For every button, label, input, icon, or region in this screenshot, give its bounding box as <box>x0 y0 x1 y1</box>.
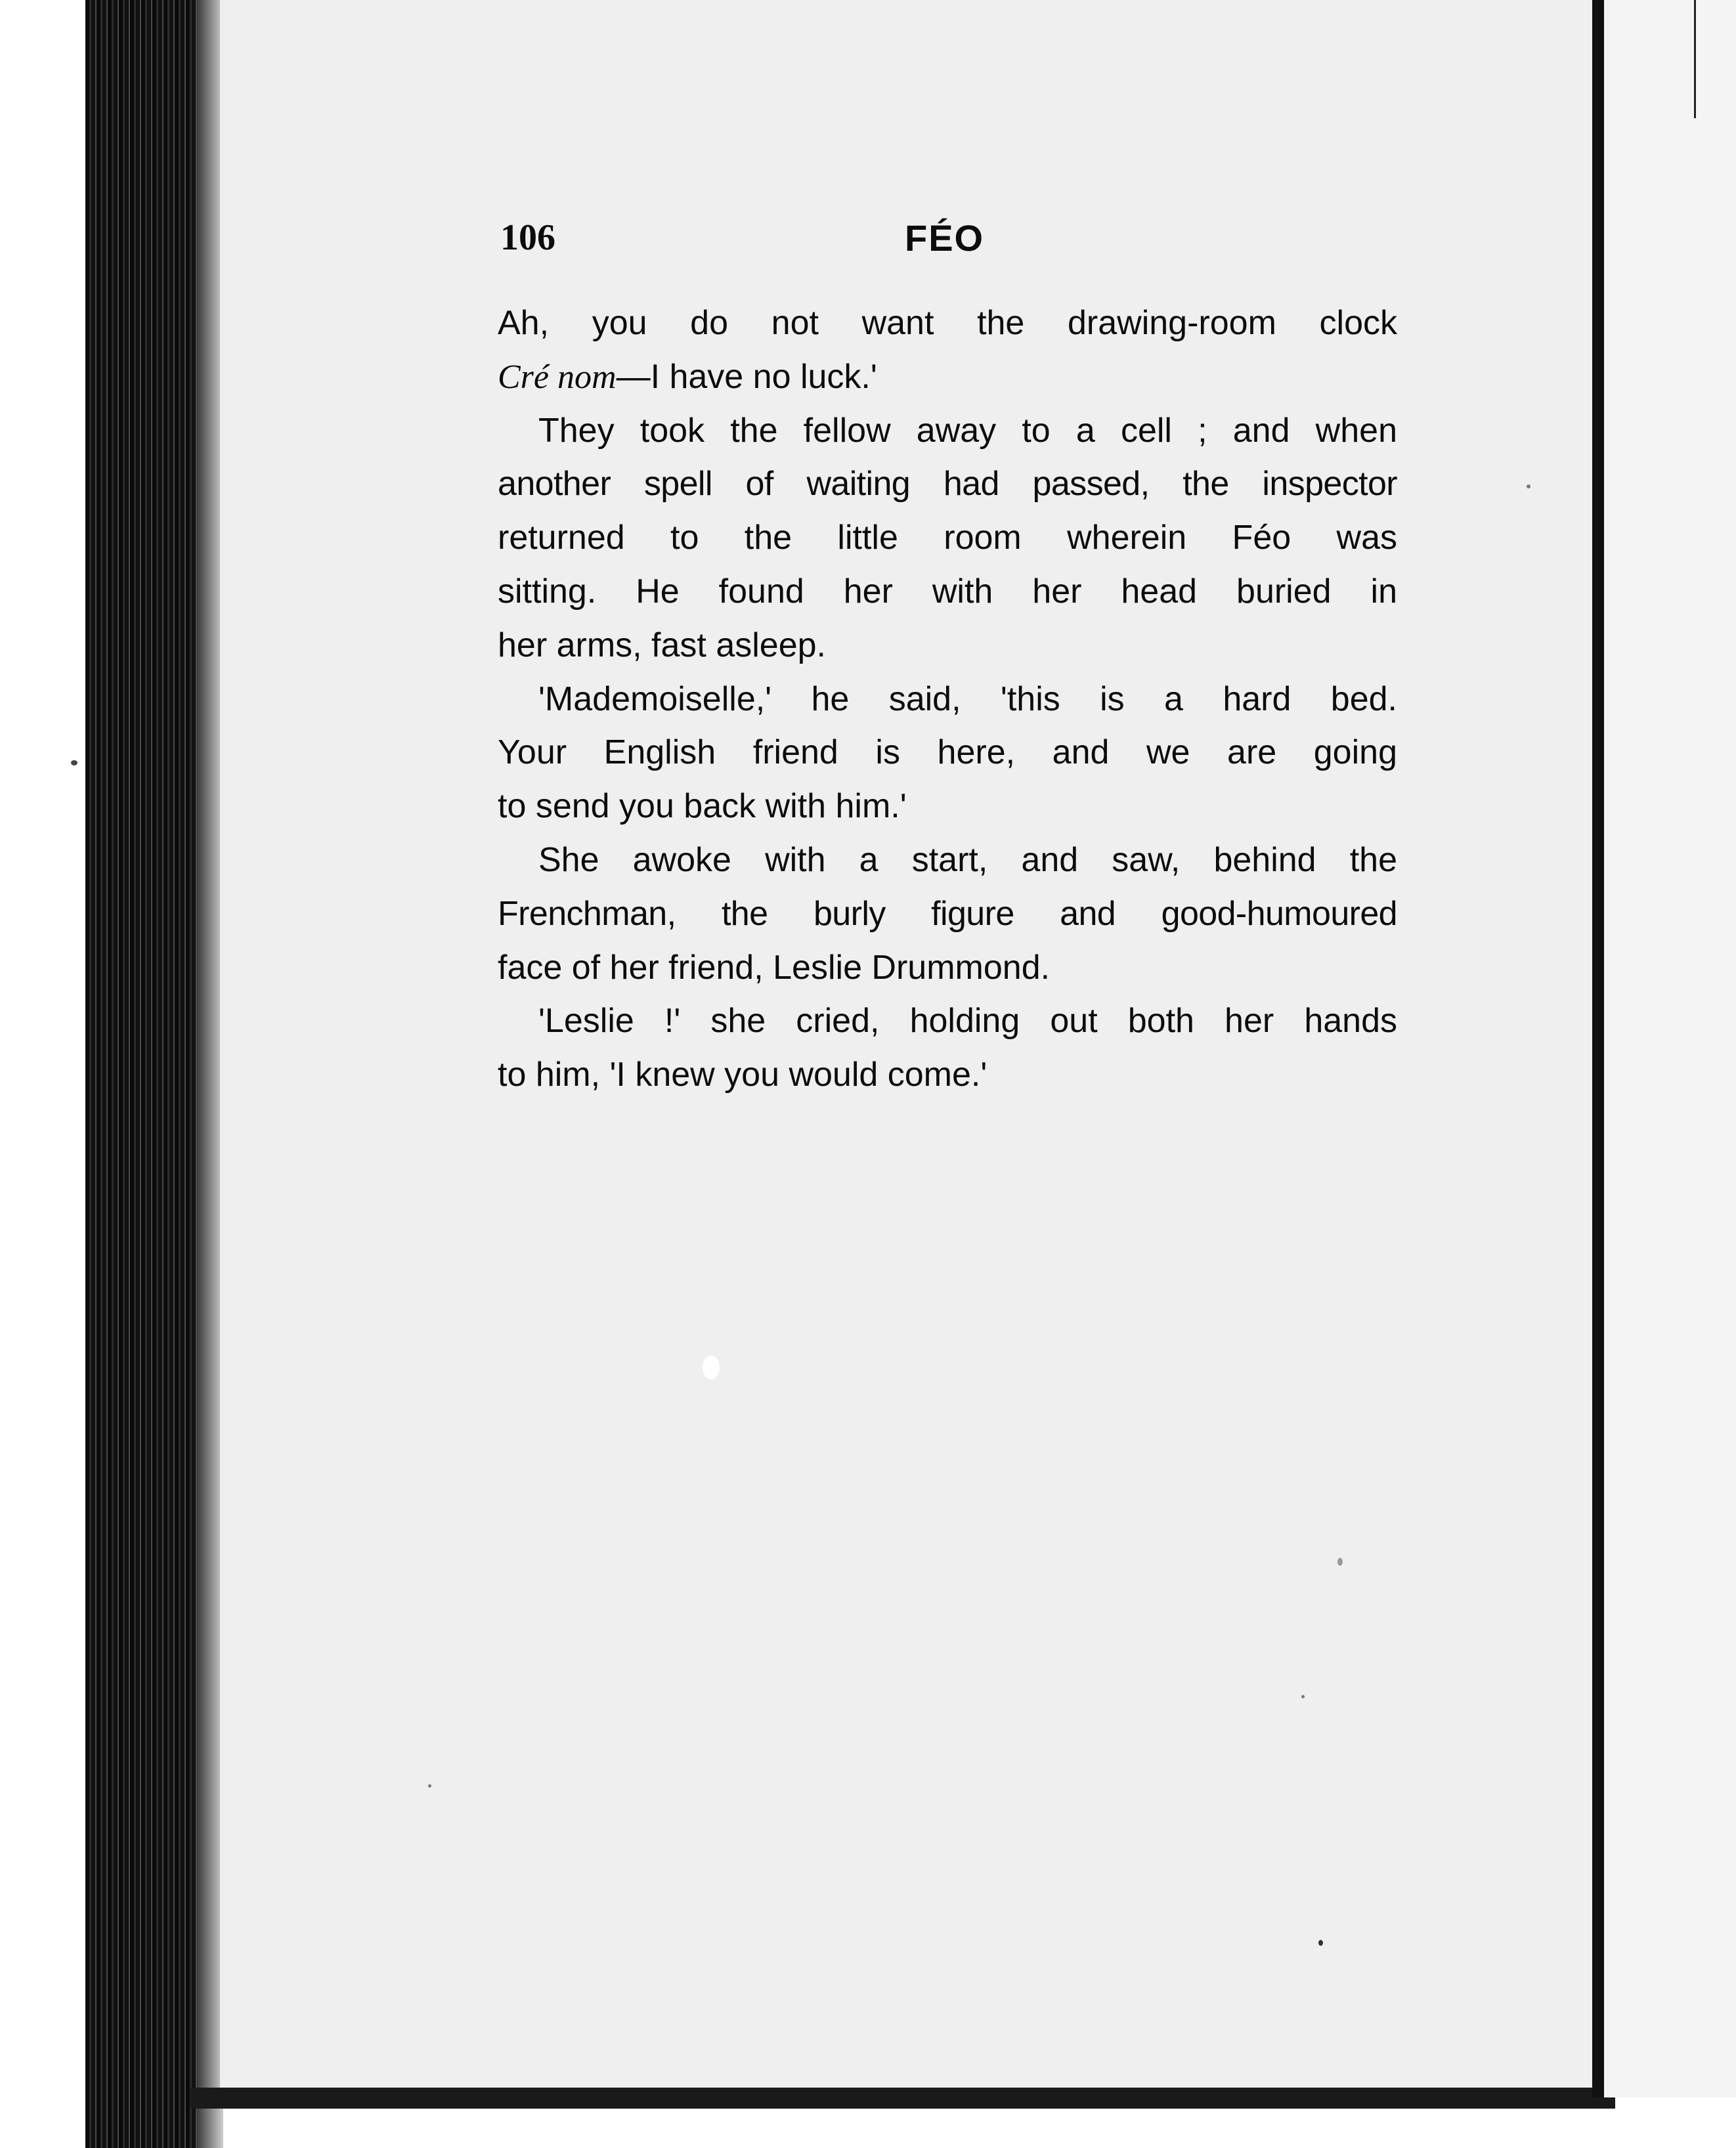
page-bottom-edge <box>190 2088 1615 2109</box>
scan-speck <box>71 760 77 765</box>
text-line: 'Mademoiselle,' he said, 'this is a hard bed. <box>538 679 1397 718</box>
scan-speck <box>1301 1695 1305 1698</box>
right-page-border <box>1592 0 1604 2097</box>
text-fragment: —I have no luck.' <box>616 357 877 396</box>
text-line: She awoke with a start, and saw, behind the <box>538 840 1397 879</box>
text-line: Ah, you do not want the drawing-room clock <box>498 304 1397 342</box>
text-line: sitting. He found her with her head buried in <box>498 572 1397 611</box>
text-line: to him, 'I knew you would come.' <box>498 1056 987 1094</box>
scan-speck <box>1337 1558 1343 1566</box>
italic-phrase: Cré nom <box>498 358 617 396</box>
text-line: another spell of waiting had passed, the inspector <box>498 465 1397 504</box>
text-line: Frenchman, the burly figure and good-humoured <box>498 894 1397 933</box>
body-text <box>498 297 1397 1102</box>
scan-speck <box>1318 1940 1323 1946</box>
text-line: face of her friend, Leslie Drummond. <box>498 948 1051 987</box>
text-line: Your English friend is here, and we are going <box>498 733 1397 772</box>
page-edge-shadow <box>197 0 223 2148</box>
text-line: returned to the little room wherein Féo was <box>498 519 1397 557</box>
scan-blemish <box>703 1356 720 1379</box>
page-number: 106 <box>500 217 555 258</box>
scan-speck <box>428 1784 431 1788</box>
text-line: 'Leslie !' she cried, holding out both her hands <box>538 1002 1397 1041</box>
right-margin-line <box>1694 0 1696 118</box>
running-title: FÉO <box>905 217 985 259</box>
scan-speck <box>1527 484 1530 488</box>
text-line: They took the fellow away to a cell ; and when <box>538 411 1397 450</box>
text-line: to send you back with him.' <box>498 787 907 826</box>
text-line <box>498 351 1397 404</box>
right-margin <box>1604 0 1736 2097</box>
text-line: her arms, fast asleep. <box>498 626 826 664</box>
